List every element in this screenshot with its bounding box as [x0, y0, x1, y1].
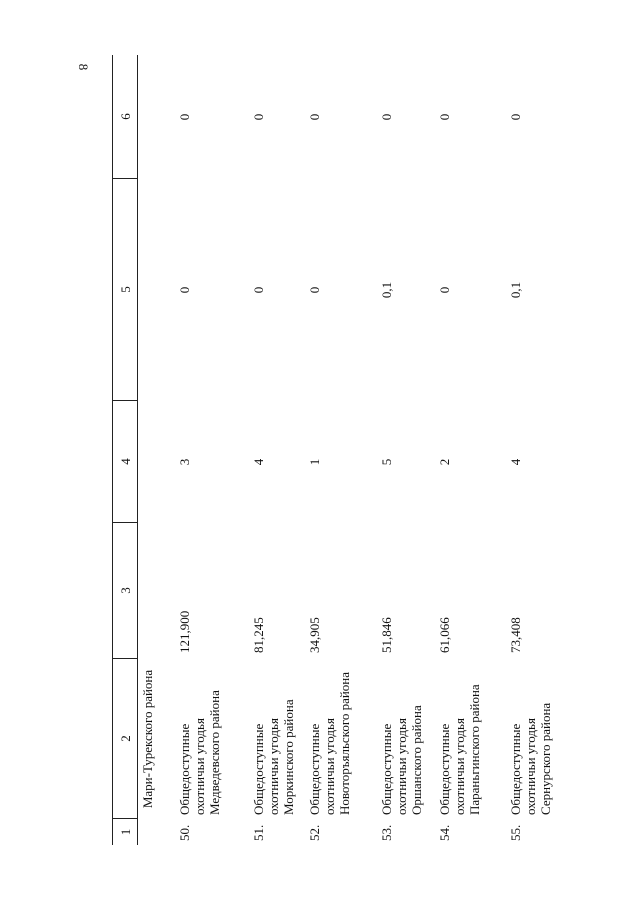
- col4-value: 4: [251, 458, 266, 466]
- col4-value: 4: [508, 458, 523, 466]
- page-number: 8: [76, 63, 91, 71]
- col6-value: 0: [379, 113, 394, 121]
- region-name: Общедоступные охотничьи угодья Медведевского района: [177, 690, 222, 815]
- header-col-1: 1: [117, 828, 133, 836]
- row-number: 52.: [307, 824, 322, 841]
- col6-value: 0: [251, 113, 266, 121]
- header-col-4: 4: [113, 401, 137, 523]
- col5-value: [138, 179, 175, 401]
- col5-value: 0,1: [508, 281, 523, 299]
- rotated-table: [112, 55, 566, 845]
- area-value: 121,900: [177, 610, 192, 653]
- table-row: [506, 55, 566, 845]
- col6-value: 0: [508, 113, 523, 121]
- col5-value: 0: [177, 286, 192, 294]
- col4-value: 2: [437, 458, 452, 466]
- area-value: 61,066: [437, 617, 452, 653]
- table-row: [249, 55, 305, 845]
- area-value: 73,408: [508, 617, 523, 653]
- header-col-6: 6: [113, 55, 137, 179]
- header-col-5: 5: [113, 179, 137, 401]
- area-value: [138, 523, 175, 659]
- row-number: 54.: [437, 824, 452, 841]
- area-value: 34,905: [307, 617, 322, 653]
- table-row: [435, 55, 506, 845]
- col5-value: 0: [307, 286, 322, 294]
- region-name: Общедоступные охотничьи угодья Параньгинского района: [437, 684, 482, 815]
- col5-value: 0,1: [379, 281, 394, 299]
- region-name: Общедоступные охотничьи угодья Сернурского района: [508, 702, 553, 815]
- col6-value: 0: [307, 113, 322, 121]
- col5-value: 0: [251, 286, 266, 294]
- header-col-2: 2: [113, 659, 137, 819]
- row-number: 51.: [251, 824, 266, 841]
- col4-value: 5: [379, 458, 394, 466]
- table-row: [377, 55, 435, 845]
- region-name: Общедоступные охотничьи угодья Новоторъяльского района: [307, 671, 352, 815]
- col4-value: 3: [177, 458, 192, 466]
- col4-value: [138, 401, 175, 523]
- table-header: [112, 55, 138, 845]
- row-number: 55.: [508, 824, 523, 841]
- region-name: Общедоступные охотничьи угодья Моркинского района: [251, 699, 296, 815]
- col4-value: 1: [307, 458, 322, 466]
- table-row: [138, 55, 175, 845]
- row-number: [138, 819, 175, 845]
- header-col-3: 3: [113, 523, 137, 659]
- region-name: Мари-Турекского района: [140, 669, 155, 809]
- col6-value: 0: [177, 113, 192, 121]
- col5-value: 0: [437, 286, 452, 294]
- row-number: 53.: [379, 824, 394, 841]
- row-number: 50.: [177, 824, 192, 841]
- area-value: 81,245: [251, 617, 266, 653]
- table-row: [305, 55, 377, 845]
- region-name: Общедоступные охотничьи угодья Оршанского района: [379, 705, 424, 815]
- col6-value: 0: [437, 113, 452, 121]
- area-value: 51,846: [379, 617, 394, 653]
- col6-value: [138, 55, 175, 179]
- table-row: [175, 55, 249, 845]
